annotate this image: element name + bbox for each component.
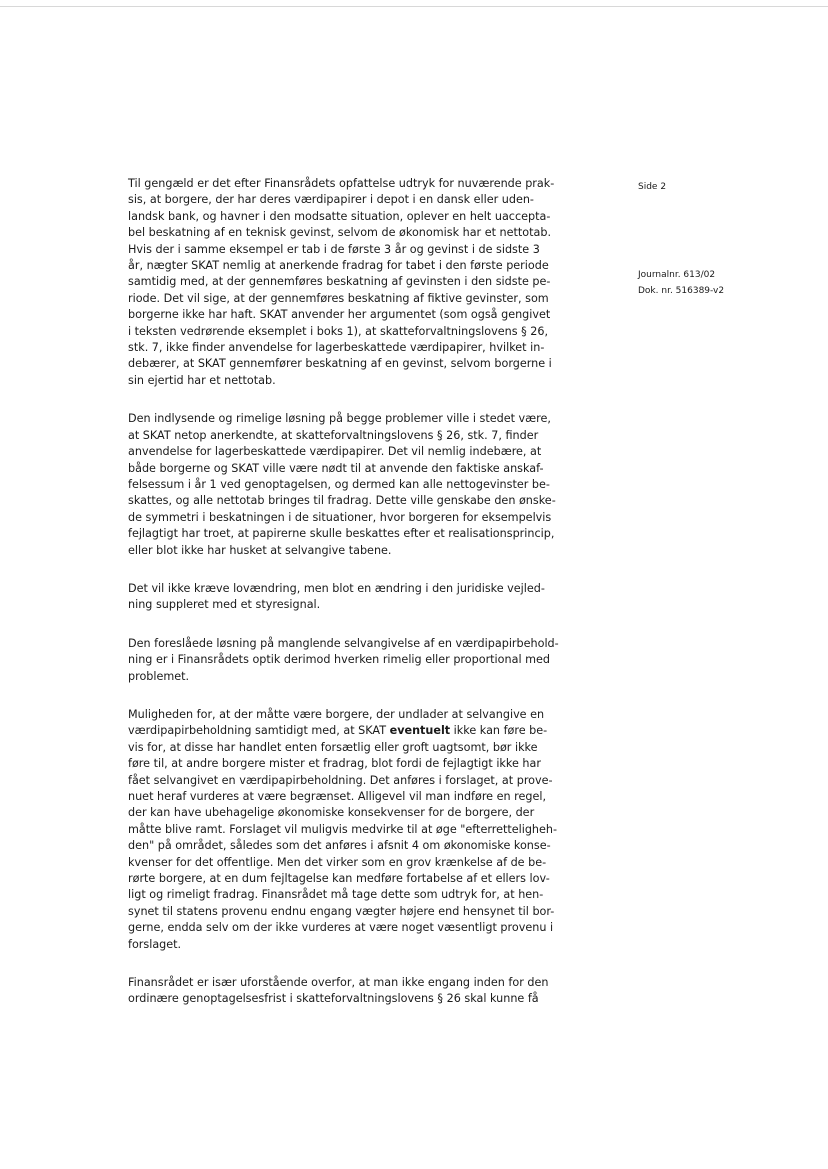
- text-line: Den indlysende og rimelige løsning på begge problemer ville i stedet være,: [128, 412, 551, 426]
- text-fragment: ikke kan føre be-: [450, 724, 548, 738]
- paragraph-4: [128, 636, 598, 685]
- journal-number: Journalnr. 613/02: [638, 270, 716, 280]
- text-line: forslaget.: [128, 937, 182, 951]
- text-line: ligt og rimeligt fradrag. Finansrådet må tage dette som udtryk for, at hen-: [128, 888, 544, 902]
- text-line: fejlagtigt har troet, at papirerne skulle beskattes efter et realisationsprincip,: [128, 527, 555, 541]
- text-line: i teksten vedrørende eksemplet i boks 1), at skatteforvaltningslovens § 26,: [128, 324, 549, 338]
- text-line: samtidig med, at der gennemføres beskatning af gevinsten i den sidste pe-: [128, 275, 551, 289]
- text-line: felsessum i år 1 ved genoptagelsen, og dermed kan alle nettogevinster be-: [128, 477, 550, 491]
- text-line: ning suppleret med et styresignal.: [128, 598, 321, 612]
- text-line: skattes, og alle nettotab bringes til fradrag. Dette ville genskabe den ønske-: [128, 494, 556, 508]
- text-line: ning er i Finansrådets optik derimod hverken rimelig eller proportional med: [128, 653, 551, 667]
- paragraph-3: [128, 581, 598, 614]
- paragraph-5: [128, 707, 598, 953]
- text-line: kvenser for det offentlige. Men det virker som en grov krænkelse af de be-: [128, 855, 547, 869]
- text-line: ordinære genoptagelsesfrist i skatteforvaltningslovens § 26 skal kunne få: [128, 992, 539, 1006]
- text-line: nuet heraf vurderes at være begrænset. Alligevel vil man indføre en regel,: [128, 790, 547, 803]
- text-line: eller blot ikke har husket at selvangive tabene.: [128, 543, 392, 557]
- letter-body: [128, 176, 598, 1008]
- text-line: de symmetri i beskatningen i de situationer, hvor borgeren for eksempelvis: [128, 510, 552, 524]
- top-edge-line: [0, 6, 828, 7]
- text-line: vis for, at disse har handlet enten forsætlig eller groft uagtsomt, bør ikke: [128, 740, 538, 754]
- text-line: rørte borgere, at en dum fejltagelse kan medføre fortabelse af et ellers lov-: [128, 872, 550, 886]
- text-line: [128, 723, 598, 739]
- text-line: Den foreslåede løsning på manglende selvangivelse af en værdipapirbehold-: [128, 636, 559, 650]
- text-line: anvendelse for lagerbeskattede værdipapirer. Det vil nemlig indebære, at: [128, 445, 542, 459]
- text-line: fået selvangivet en værdipapirbeholdning. Det anføres i forslaget, at prove-: [128, 773, 553, 787]
- text-line: der kan have ubehagelige økonomiske konsekvenser for de borgere, der: [128, 806, 535, 820]
- text-fragment: værdipapirbeholdning samtidigt med, at SKAT: [128, 724, 390, 738]
- text-line: Det vil ikke kræve lovændring, men blot en ændring i den juridiske vejled-: [128, 581, 545, 595]
- text-line: sis, at borgere, der har deres værdipapirer i depot i en dansk eller uden-: [128, 193, 534, 207]
- text-line: riode. Det vil sige, at der gennemføres beskatning af fiktive gevinster, som: [128, 291, 549, 305]
- text-line: debærer, at SKAT gennemfører beskatning af en gevinst, selvom borgerne i: [128, 357, 552, 371]
- paragraph-1: [128, 176, 598, 389]
- text-line: år, nægter SKAT nemlig at anerkende fradrag for tabet i den første periode: [128, 259, 549, 273]
- text-line: borgerne ikke har haft. SKAT anvender her argumentet (som også gengivet: [128, 308, 551, 322]
- text-line: at SKAT netop anerkendte, at skatteforvaltningslovens § 26, stk. 7, finder: [128, 428, 539, 442]
- text-line: måtte blive ramt. Forslaget vil muligvis medvirke til at øge "efterretteligheh-: [128, 822, 558, 836]
- text-line: gerne, endda selv om der ikke vurderes at være noget væsentligt provenu i: [128, 921, 554, 935]
- paragraph-6: [128, 975, 598, 1008]
- page-label: Side 2: [638, 182, 667, 192]
- text-line: Finansrådet er især uforstående overfor, at man ikke engang inden for den: [128, 976, 549, 990]
- paragraph-2: [128, 411, 598, 559]
- text-line: Til gengæld er det efter Finansrådets opfattelse udtryk for nuværende prak-: [128, 177, 555, 190]
- text-line: sin ejertid har et nettotab.: [128, 373, 276, 387]
- text-line: Hvis der i samme eksempel er tab i de første 3 år og gevinst i de sidste 3: [128, 242, 540, 256]
- document-number: Dok. nr. 516389-v2: [638, 286, 725, 296]
- text-line: føre til, at andre borgere mister et fradrag, blot fordi de fejlagtigt ikke har: [128, 757, 541, 771]
- text-line: bel beskatning af en teknisk gevinst, selvom de økonomisk har et nettotab.: [128, 226, 552, 240]
- text-line: synet til statens provenu endnu engang vægter højere end hensynet til bor-: [128, 904, 555, 918]
- text-line: både borgerne og SKAT ville være nødt til at anvende den faktiske anskaf-: [128, 461, 544, 475]
- text-line: landsk bank, og havner i den modsatte situation, oplever en helt uaccepta-: [128, 209, 551, 223]
- text-line: den" på området, således som det anføres i afsnit 4 om økonomiske konse-: [128, 839, 551, 853]
- text-line: problemet.: [128, 669, 190, 683]
- text-line: stk. 7, ikke finder anvendelse for lagerbeskattede værdipapirer, hvilket in-: [128, 341, 545, 355]
- text-line: Muligheden for, at der måtte være borgere, der undlader at selvangive en: [128, 707, 545, 721]
- emphasis-word: eventuelt: [389, 724, 451, 738]
